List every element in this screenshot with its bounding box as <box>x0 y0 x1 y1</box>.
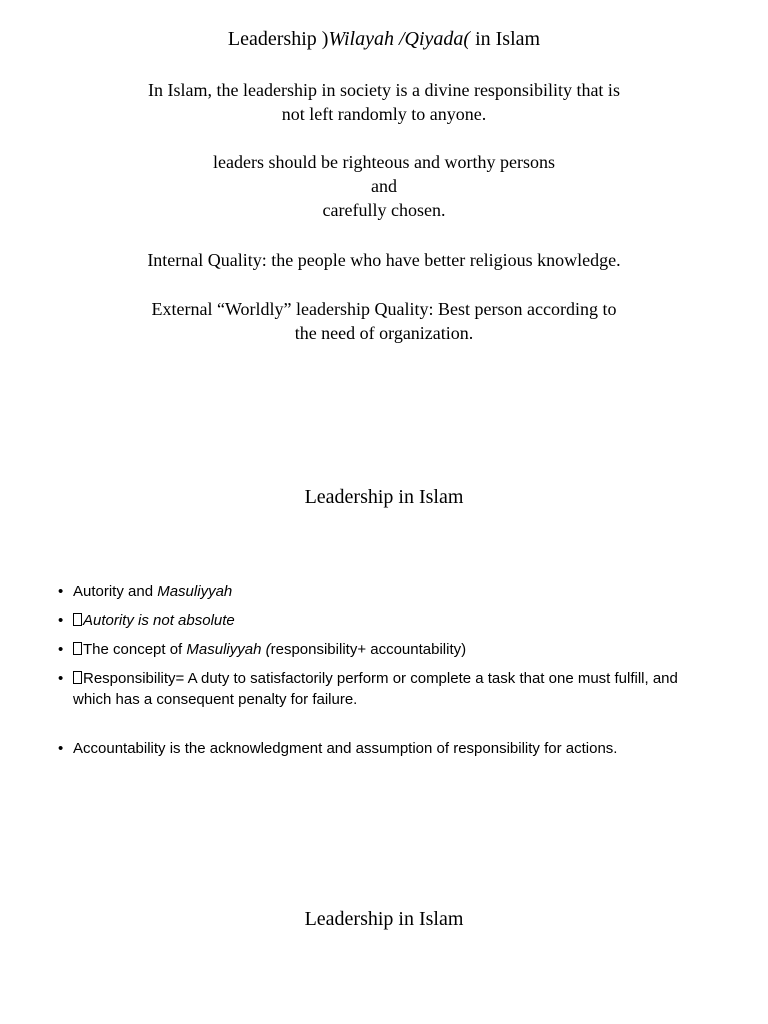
bullet-icon: • <box>58 612 64 629</box>
bullet-icon: • <box>58 583 64 600</box>
paragraph-line: not left randomly to anyone. <box>281 104 487 124</box>
paragraph-line: In Islam, the leadership in society is a divine responsibility that is <box>148 80 620 100</box>
bullet-italic: Masuliyyah <box>157 583 233 600</box>
list-item <box>58 610 718 631</box>
list-item <box>58 738 718 759</box>
paragraph-line: leaders should be righteous and worthy persons <box>213 152 555 172</box>
bullet-text: Autority and <box>73 583 158 600</box>
bullet-text: Accountability is the acknowledgment and assumption of responsibility for actions. <box>73 740 618 757</box>
bullet-text-rest: responsibility+ accountability) <box>270 641 467 658</box>
list-item <box>58 668 718 710</box>
list-item <box>58 639 718 660</box>
paragraph-internal-quality: Internal Quality: the people who have better religious knowledge. <box>147 250 621 270</box>
bullet-italic: Masuliyyah ( <box>186 641 271 658</box>
missing-glyph-icon <box>73 642 82 655</box>
list-item <box>58 581 718 602</box>
bullet-list <box>58 581 718 767</box>
bullet-icon: • <box>58 740 64 757</box>
paragraph-external-quality <box>0 297 768 345</box>
paragraph-line: External “Worldly” leadership Quality: Best person according to <box>151 299 617 319</box>
paragraph-line: the need of organization. <box>294 323 474 343</box>
bullet-icon: • <box>58 641 64 658</box>
bullet-italic: Autority is not absolute <box>83 612 235 629</box>
slide-1-title-italic: Wilayah /Qiyada( <box>328 28 471 50</box>
slide-2-title: Leadership in Islam <box>304 486 464 508</box>
paragraph-line: and <box>371 176 397 196</box>
paragraph-line: carefully chosen. <box>322 200 446 220</box>
bullet-icon: • <box>58 670 64 687</box>
bullet-text: The concept of <box>83 641 187 658</box>
bullet-text: Responsibility= A duty to satisfactorily perform or complete a task that one must fulfill, and which has a consequent penalty for failure. <box>73 670 678 708</box>
slide-3-title: Leadership in Islam <box>304 908 464 930</box>
slide-1-title <box>0 27 768 51</box>
paragraph-righteous-leaders <box>0 150 768 222</box>
missing-glyph-icon <box>73 671 82 684</box>
paragraph-divine-responsibility <box>0 78 768 126</box>
missing-glyph-icon <box>73 613 82 626</box>
slide-1-title-pre: Leadership ) <box>227 28 329 50</box>
slide-1-title-post: in Islam <box>470 28 541 50</box>
